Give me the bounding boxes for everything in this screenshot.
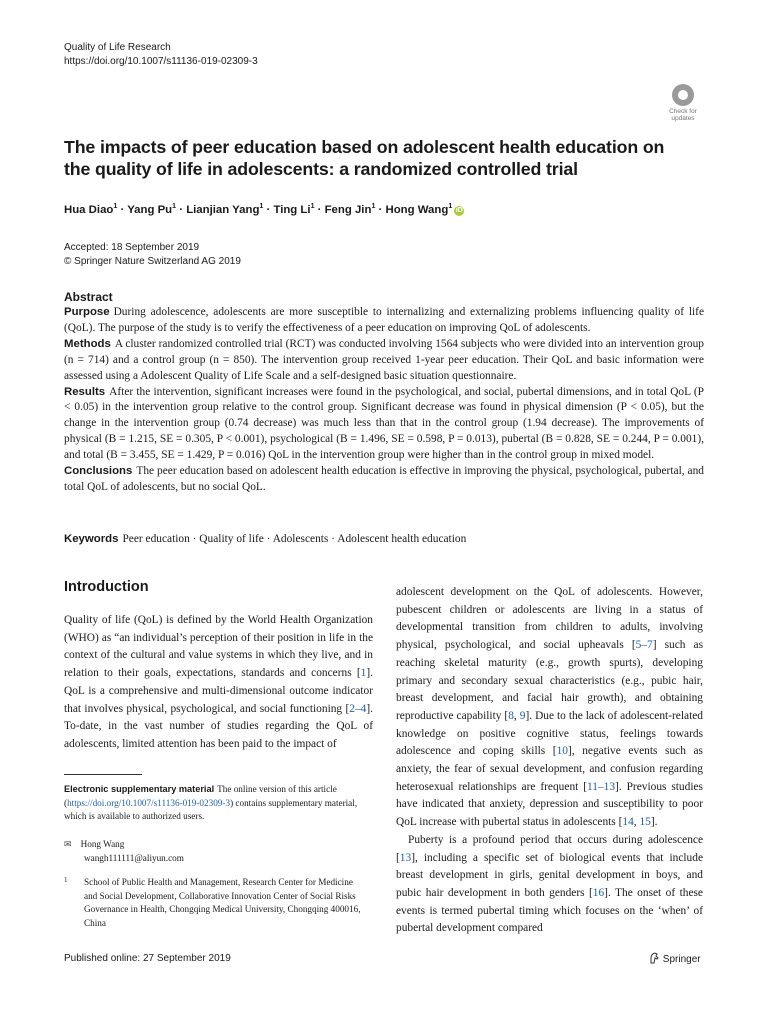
- author-affil: 1: [259, 203, 264, 210]
- springer-horse-icon: [648, 952, 660, 964]
- contact-name: Hong Wang: [80, 839, 125, 849]
- article-title: The impacts of peer education based on adolescent health education on the quality of life in adolescents: a randomized controlled trial: [64, 137, 665, 179]
- esm-doi-link[interactable]: https://doi.org/10.1007/s11136-019-02309-3: [67, 797, 231, 808]
- abstract-section: [64, 290, 704, 496]
- abstract-purpose: [64, 305, 704, 337]
- esm-label: Electronic supplementary material: [64, 784, 215, 794]
- keywords-text: Peer education · Quality of life · Adolescents · Adolescent health education: [122, 533, 467, 545]
- author-list: Hua Diao$^1$ · Yang $Pu^1$ · Lianjian Yang$^1$ · Ting $Li^1$ · Feng Jin$^1$ · Hong Wang$^1$iD: [64, 203, 463, 216]
- supplementary-note: [64, 783, 364, 824]
- journal-name: Quality of Life Research: [64, 42, 171, 53]
- envelope-icon: ✉: [64, 839, 72, 849]
- text-span: ]. To-date, in the vast number of studies regarding the QoL of adolescents, limited attention has been paid to the impact of: [64, 702, 373, 750]
- footnote-divider: [64, 774, 142, 775]
- citation-link[interactable]: 15: [639, 816, 651, 829]
- text-span: ], negative events such as anxiety, the fear of sexual development, and confusion regarding heterosexual relationships are frequent [: [396, 745, 703, 793]
- author-name: Hua Diao: [64, 203, 114, 216]
- abstract-methods: [64, 337, 704, 385]
- text-span: ) contains supplementary material, which is available to authorized users.: [64, 797, 358, 822]
- author-affil: 1: [310, 203, 315, 210]
- badge-label-2: updates: [671, 115, 695, 122]
- citation-link[interactable]: 14: [622, 816, 634, 829]
- publisher-name: Springer: [662, 954, 701, 965]
- author-affil: 1: [172, 203, 177, 210]
- journal-header: [64, 41, 258, 69]
- text-span: Quality of life (QoL) is defined by the World Health Organization (WHO) as “an individual’s perception of their position in life in the context of the cultural and value systems in which they live, and in relation to their goals, expectations, standards and concerns [: [64, 614, 373, 680]
- text-span: ]. Previous studies have indicated that anxiety, depression and susceptibility to poor QoL increase with pubertal status in adolescents [: [396, 780, 703, 829]
- check-for-updates-badge[interactable]: [663, 84, 703, 124]
- text-span: Puberty is a profound period that occurs during adolescence [: [396, 833, 703, 864]
- doi-link[interactable]: https://doi.org/10.1007/s11136-019-02309-3: [64, 56, 258, 67]
- methods-text: A cluster randomized controlled trial (RCT) was conducted involving 1564 subjects who were divided into an intervention group (n = 714) and a control group (n = 850). The intervention group received 1-year peer education. Their QoL and basic information were assessed using a Adolescent Quality of Life Scale and a self-designed basic situation questionnaire.: [64, 337, 704, 382]
- affiliation-number: 1: [64, 876, 68, 884]
- author-name: Ting Li: [273, 203, 311, 216]
- abstract-conclusions: [64, 464, 704, 496]
- orcid-icon[interactable]: iD: [455, 206, 463, 214]
- conclusions-text: The peer education based on adolescent health education is effective in improving the physical, psychological, pubertal, and total QoL of adolescents, but no social QoL.: [64, 465, 704, 493]
- introduction-heading: Introduction: [64, 579, 149, 595]
- text-span: ].: [650, 816, 658, 829]
- intro-paragraph-cont: adolescent development on the QoL of adolescents. However, pubescent children or adolescents are living in a status of developmental transition from children to adults, involving physical, psychological, and social upheavals [5–7] such as reaching skeletal maturity (e.g., growth spurts), developing primary and secondary sexual characteristics (e.g., pubic hair, breast development, and facial hair growth), and obtaining reproductive capability [8, 9]. Due to the lack of adolescent-related knowledge on positive cognitive status, feelings towards adolescence and coping skills [10], negative events such as anxiety, the fear of sexual development, and confusion regarding heterosexual relationships are frequent [11–13]. Previous studies have indicated that anxiety, depression and susceptibility to poor QoL increase with pubertal status in adolescents [14, 15].: [396, 586, 703, 829]
- purpose-label: Purpose: [64, 306, 110, 318]
- citation-link[interactable]: 2–4: [349, 702, 367, 715]
- contact-email[interactable]: wangh111111@aliyun.com: [84, 852, 184, 863]
- author-affil: 1: [371, 203, 376, 210]
- citation-link[interactable]: 5–7: [635, 639, 653, 652]
- author-name: Feng Jin: [324, 203, 372, 216]
- text-span: ], including a specific set of biological events that include breast development in girls, genital development in boys, and pubic hair development in both genders [: [396, 851, 703, 899]
- text-span: ]. QoL is a comprehensive and multi-dimensional outcome indicator that involves physical, psychological, and social functioning [: [64, 667, 373, 715]
- citation-link[interactable]: 13: [399, 851, 412, 864]
- intro-right-column: [396, 584, 703, 938]
- citation-link[interactable]: 10: [556, 745, 568, 758]
- copyright-line: © Springer Nature Switzerland AG 2019: [64, 256, 241, 267]
- abstract-results: [64, 385, 704, 465]
- text-span: ]. The onset of these events is termed pubertal timing which focuses on the ‘when’ of pubertal development compared: [396, 886, 703, 935]
- citation-link[interactable]: 1: [360, 667, 367, 680]
- citation-link[interactable]: 9: [519, 709, 526, 722]
- intro-paragraph-1: [64, 612, 373, 754]
- author-name: Hong Wang: [385, 203, 449, 216]
- keywords-label: Keywords: [64, 533, 119, 545]
- corresponding-author: [64, 838, 184, 865]
- badge-label-1: Check for: [669, 108, 697, 115]
- methods-label: Methods: [64, 337, 111, 350]
- author-affil: 1: [113, 203, 118, 210]
- text-span: ] such as reaching skeletal maturity (e.g., growth spurts), developing primary and secondary sexual characteristics (e.g., pubic hair, breast development, and facial hair growth), and obtaining reproductive capability [: [396, 639, 703, 722]
- keywords-line: [64, 533, 466, 545]
- text-span: The online version of this article (: [64, 784, 337, 808]
- abstract-heading: Abstract: [64, 290, 113, 304]
- author-name: Yang Pu: [127, 203, 173, 216]
- text-span: adolescent development on the QoL of adolescents. However, pubescent children or adolescents are living in a status of developmental transition from children to adults, involving physical, psychological, and social upheavals [: [396, 586, 703, 652]
- article-dates: [64, 241, 241, 269]
- affiliation-text: School of Public Health and Management, Research Center for Medicine and Social Development, Collaborative Innovation Center of Social Risks Governance in Health, Chongqing Medical University, Chongqing 400016, China: [84, 877, 361, 928]
- purpose-text: During adolescence, adolescents are more susceptible to internalizing and externalizing problems influencing quality of life (QoL). The purpose of the study is to verify the effectiveness of a peer education on improving QoL of adolescents.: [64, 306, 704, 334]
- citation-link[interactable]: 11–13: [586, 780, 616, 793]
- conclusions-label: Conclusions: [64, 465, 133, 478]
- citation-link[interactable]: 16: [592, 886, 605, 899]
- check-updates-icon: [672, 84, 694, 106]
- published-date: Published online: 27 September 2019: [64, 953, 231, 964]
- accepted-date: Accepted: 18 September 2019: [64, 242, 200, 253]
- text-span: ]. Due to the lack of adolescent-related knowledge on positive cognitive status, feelings towards adolescence and coping skills [: [396, 709, 703, 758]
- affiliation-note: [64, 876, 364, 930]
- results-text: After the intervention, significant increases were found in the psychological, and social, pubertal dimensions, and in total QoL (P < 0.05) in the intervention group relative to the control group. Significant decrease was found in physical dimension (P < 0.05), but the change in the intervention group (0.74 decrease) was much less than that in the control group (1.94 decrease). The improvements of physical (B = 1.215, SE = 0.305, P < 0.001), psychological (B = 1.496, SE = 0.598, P = 0.013), pubertal (B = 0.828, SE = 0.244, P = 0.001), and total (B = 3.455, SE = 1.429, P = 0.016) QoL in the intervention group were higher than in the control group in mixed model.: [64, 385, 704, 462]
- author-name: Lianjian Yang: [186, 203, 260, 216]
- results-label: Results: [64, 385, 106, 398]
- publisher-logo: [648, 952, 701, 965]
- author-affil: 1: [448, 203, 453, 210]
- citation-link[interactable]: 8: [508, 709, 514, 722]
- intro-left-column: [64, 612, 373, 754]
- intro-paragraph-2: [396, 832, 703, 938]
